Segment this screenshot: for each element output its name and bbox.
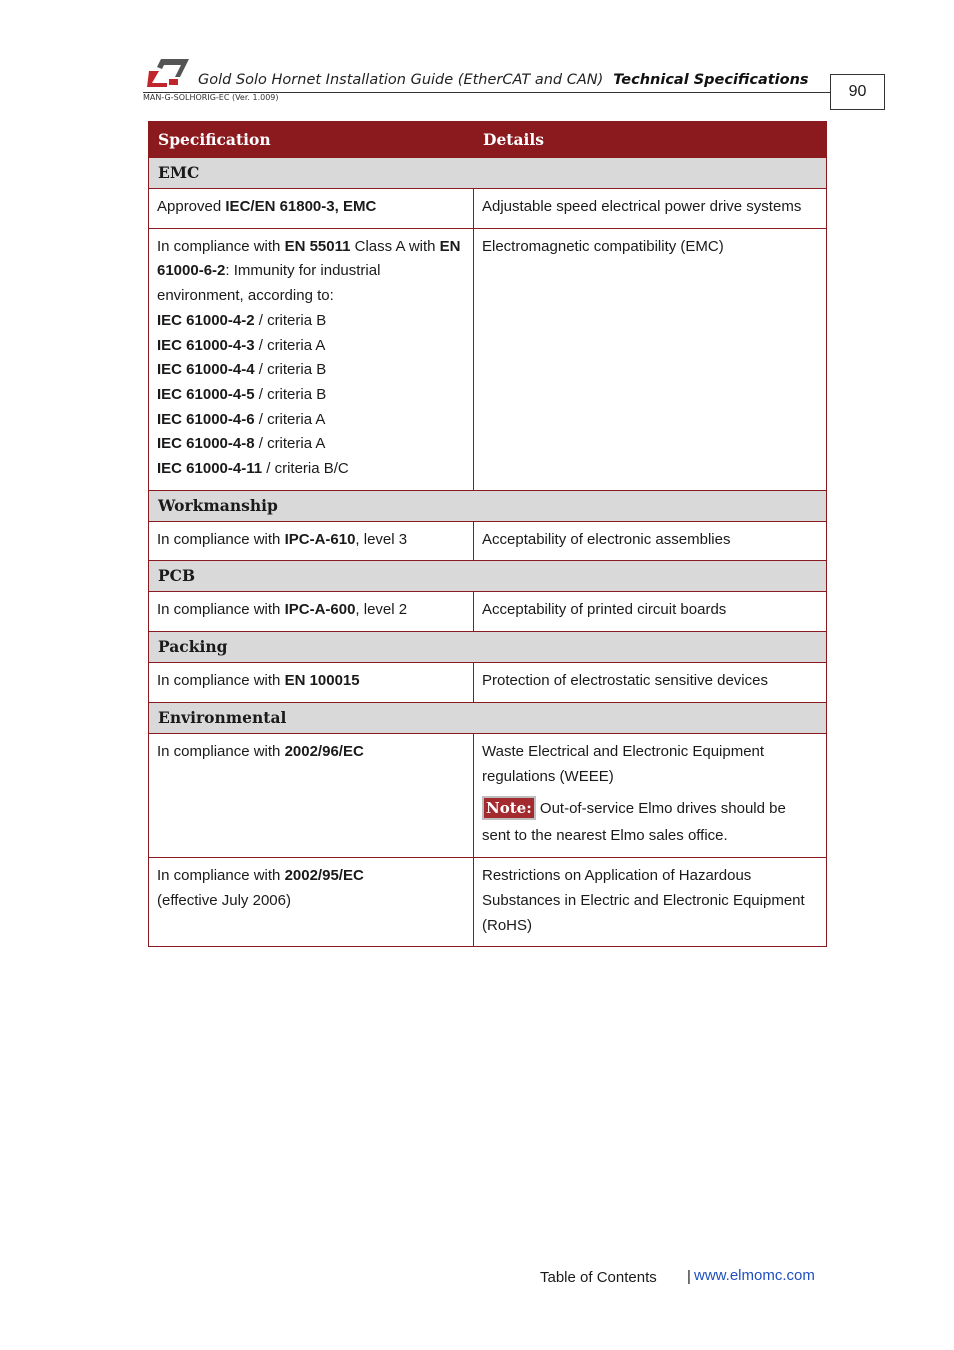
criteria-text: / criteria A <box>254 435 326 453</box>
criteria-standard: IEC 61000-4-3 <box>157 336 255 354</box>
spec-standard: EN 55011 <box>284 237 351 255</box>
note-label: Note: <box>482 796 536 820</box>
column-header-specification: Specification <box>149 122 474 158</box>
table-row <box>149 521 827 561</box>
website-link[interactable]: www.elmomc.com <box>694 1267 815 1284</box>
spec-text: In compliance with <box>157 530 285 548</box>
section-label: Workmanship <box>149 490 827 521</box>
spec-cell <box>149 521 474 561</box>
criteria-text: / criteria A <box>254 336 326 354</box>
section-row-workmanship <box>149 490 827 521</box>
spec-standard: EN 61000-6-2 <box>157 237 461 280</box>
criteria-text: / criteria B/C <box>262 460 349 478</box>
criteria-text: / criteria B <box>254 311 327 329</box>
table-header-row <box>149 122 827 158</box>
section-row-packing <box>149 632 827 663</box>
details-cell: Protection of electrostatic sensitive devices <box>474 663 827 703</box>
spec-cell <box>149 858 474 947</box>
spec-cell <box>149 189 474 229</box>
document-code: MAN-G-SOLHORIG-EC (Ver. 1.009) <box>143 93 279 102</box>
section-label: EMC <box>149 158 827 189</box>
spec-text: In compliance with <box>157 867 285 885</box>
criteria-text: / criteria B <box>254 361 327 379</box>
details-cell: Acceptability of printed circuit boards <box>474 592 827 632</box>
page-header <box>0 0 954 120</box>
spec-text: Class A with <box>350 237 440 255</box>
table-row <box>149 189 827 229</box>
elmo-logo-icon <box>147 57 191 89</box>
table-of-contents-link[interactable]: Table of Contents <box>540 1269 657 1286</box>
spec-standard: 2002/95/EC <box>284 867 364 885</box>
details-cell: Restrictions on Application of Hazardous Substances in Electric and Electronic Equipment (RoHS) <box>474 858 827 947</box>
details-cell: Adjustable speed electrical power drive systems <box>474 189 827 229</box>
spec-subtext: (effective July 2006) <box>157 891 291 909</box>
section-title: Technical Specifications <box>613 72 809 88</box>
criteria-standard: IEC 61000-4-5 <box>157 385 255 403</box>
section-row-emc <box>149 158 827 189</box>
spec-cell <box>149 733 474 857</box>
spec-standard: 2002/96/EC <box>284 742 364 760</box>
spec-text: Approved <box>157 198 226 215</box>
criteria-standard: IEC 61000-4-2 <box>157 311 255 329</box>
specification-table <box>148 121 827 947</box>
doc-title-text: Gold Solo Hornet Installation Guide (EtherCAT and CAN) <box>198 72 604 88</box>
spec-text: , level 3 <box>355 530 408 548</box>
spec-text: In compliance with <box>157 672 285 690</box>
note <box>482 795 818 849</box>
spec-text: , level 2 <box>355 601 408 619</box>
criteria-standard: IEC 61000-4-4 <box>157 361 255 379</box>
spec-cell <box>149 663 474 703</box>
table-row <box>149 733 827 857</box>
details-cell <box>474 733 827 857</box>
spec-text: In compliance with <box>157 601 285 619</box>
criteria-text: / criteria B <box>254 385 327 403</box>
details-cell: Electromagnetic compatibility (EMC) <box>474 228 827 490</box>
table-row <box>149 858 827 947</box>
spec-cell <box>149 592 474 632</box>
spec-standard: IPC-A-610 <box>284 530 356 548</box>
criteria-standard: IEC 61000-4-8 <box>157 435 255 453</box>
section-label: PCB <box>149 561 827 592</box>
section-row-pcb <box>149 561 827 592</box>
table-row <box>149 592 827 632</box>
details-cell: Acceptability of electronic assemblies <box>474 521 827 561</box>
column-header-details: Details <box>474 122 827 158</box>
spec-standard: IPC-A-600 <box>284 601 356 619</box>
spec-text: In compliance with <box>157 742 285 760</box>
spec-standard: EN 100015 <box>284 672 360 690</box>
section-row-environmental <box>149 702 827 733</box>
section-label: Packing <box>149 632 827 663</box>
table-row <box>149 228 827 490</box>
table-row <box>149 663 827 703</box>
section-label: Environmental <box>149 702 827 733</box>
criteria-standard: IEC 61000-4-6 <box>157 410 255 428</box>
spec-text: In compliance with <box>157 237 285 255</box>
spec-standard: IEC/EN 61800-3, EMC <box>225 198 377 215</box>
spec-text: : Immunity for industrial environment, according to: <box>157 262 381 305</box>
criteria-text: / criteria A <box>254 410 326 428</box>
document-title <box>198 72 809 88</box>
details-text: Waste Electrical and Electronic Equipment regulations (WEEE) <box>482 742 765 785</box>
criteria-standard: IEC 61000-4-11 <box>157 460 263 478</box>
page-number: 90 <box>830 74 885 110</box>
spec-cell <box>149 228 474 490</box>
note-text: Out-of-service Elmo drives should be sent to the nearest Elmo sales office. <box>482 800 786 845</box>
footer-separator: | <box>687 1268 691 1285</box>
